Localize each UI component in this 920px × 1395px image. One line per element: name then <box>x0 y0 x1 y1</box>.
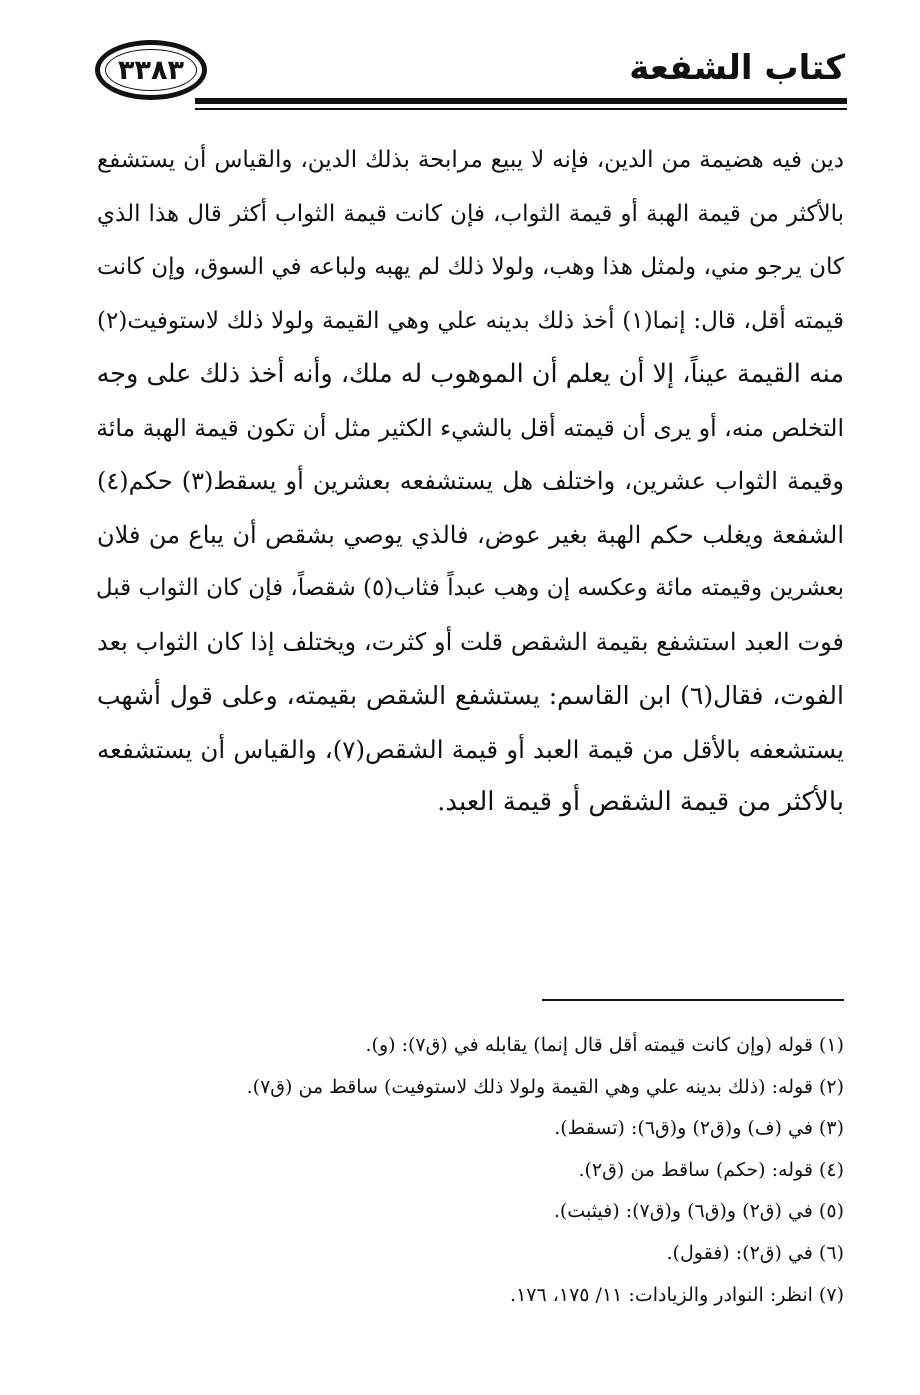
body-line: كان يرجو مني، ولمثل هذا وهب، ولولا ذلك لم يهبه ولباعه في السوق، وإن كانت <box>97 254 844 280</box>
footnote: (٣) في (ف) و(ق٢) و(ق٦): (تسقط). <box>554 1117 844 1140</box>
header-rule-thin <box>195 108 847 110</box>
body-line: فوت العبد استشفع بقيمة الشقص قلت أو كثرت، ويختلف إذا كان الثواب بعد <box>97 627 844 656</box>
body-line: التخلص منه، أو يرى أن قيمته أقل بالشيء الكثير مثل أن تكون قيمة الهبة مائة <box>96 413 844 442</box>
body-line: قيمته أقل، قال: إنما(١) أخذ ذلك بدينه علي وهي القيمة ولولا ذلك لاستوفيت(٢) <box>97 307 844 334</box>
page-number: ٣٣٨٣ <box>118 54 184 86</box>
body-line: الفوت، فقال(٦) ابن القاسم: يستشفع الشقص بقيمته، وعلى قول أشهب <box>97 681 844 710</box>
footnote-separator <box>542 999 844 1001</box>
header-rule <box>195 98 847 104</box>
page-number-badge <box>95 40 207 100</box>
footnote: (١) قوله (وإن كانت قيمته أقل قال إنما) يقابله في (ق٧): (و). <box>365 1034 844 1056</box>
footnote: (٤) قوله: (حكم) ساقط من (ق٢). <box>578 1158 844 1181</box>
body-line: بالأكثر من قيمة الشقص أو قيمة العبد. <box>437 787 844 817</box>
book-title: كتاب الشفعة <box>629 48 845 88</box>
footnote: (٢) قوله: (ذلك بدينه علي وهي القيمة ولولا ذلك لاستوفيت) ساقط من (ق٧). <box>246 1075 844 1098</box>
footnote: (٦) في (ق٢): (فقول). <box>666 1241 844 1264</box>
body-line: الشفعة ويغلب حكم الهبة بغير عوض، فالذي يوصي بشقص أن يباع من فلان <box>97 520 844 549</box>
body-line: وقيمة الثواب عشرين، واختلف هل يستشفعه بعشرين أو يسقط(٣) حكم(٤) <box>97 467 845 495</box>
body-line: دين فيه هضيمة من الدين، فإنه لا يبيع مرابحة بذلك الدين، والقياس أن يستشفع <box>97 147 844 173</box>
footnote: (٥) في (ق٢) و(ق٦) و(ق٧): (فيثبت). <box>553 1200 844 1223</box>
body-line: يستشعفه بالأقل من قيمة العبد أو قيمة الشقص(٧)، والقياس أن يستشفعه <box>97 734 845 764</box>
page-header <box>95 40 847 115</box>
body-line: بالأكثر من قيمة الهبة أو قيمة الثواب، فإن كانت قيمة الثواب أكثر قال هذا الذي <box>97 200 844 227</box>
footnotes <box>97 1025 844 1316</box>
body-line: بعشرين وقيمته مائة وعكسه إن وهب عبداً فثاب(٥) شقصاً، فإن كان الثواب قبل <box>95 575 844 601</box>
body-line: منه القيمة عيناً، إلا أن يعلم أن الموهوب له ملك، وأنه أخذ ذلك على وجه <box>96 359 844 389</box>
body-text <box>97 134 844 830</box>
footnote: (٧) انظر: النوادر والزيادات: ١١/ ١٧٥، ١٧٦. <box>510 1283 844 1306</box>
